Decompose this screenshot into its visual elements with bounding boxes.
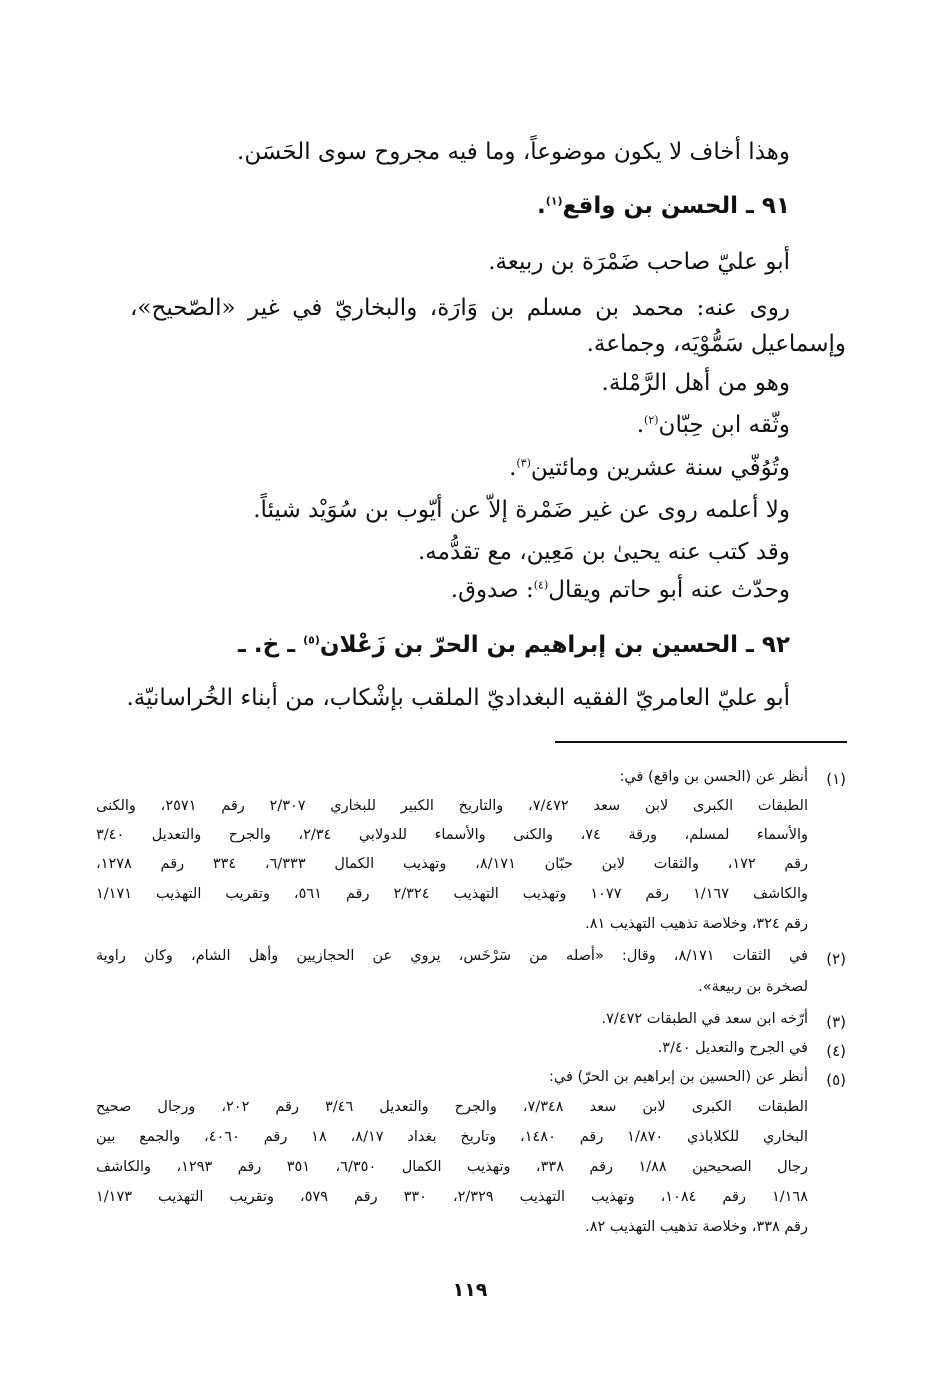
- footnote-2-line-1: في الثقات ٨/١٧١، وقال: «أصله من سَرْخَس، يروي عن الحجازيين وأهل الشام، وكان راوية: [96, 948, 808, 964]
- entry-91-line-9-end: : صدوق.: [450, 577, 534, 603]
- footnote-4-line-1: في الجرح والتعديل ٣/٤٠.: [657, 1040, 808, 1056]
- entry-91-heading-end: .: [537, 193, 546, 219]
- footnote-2-line-2: لصخرة بن ربيعة».: [698, 979, 808, 995]
- footnote-5-line-2: الطبقات الكبرى لابن سعد ٧/٣٤٨، والجرح والتعديل ٣/٤٦ رقم ٢٠٢، ورجال صحيح: [96, 1099, 808, 1115]
- entry-92-line-1: أبو عليّ العامريّ الفقيه البغداديّ الملقب بإشْكاب، من أبناء الخُراسانيّة.: [126, 685, 790, 711]
- footnote-ref-1[interactable]: (١): [545, 194, 563, 208]
- entry-91-heading: [537, 191, 790, 221]
- footnote-ref-4[interactable]: (٤): [533, 578, 549, 592]
- entry-91-heading-text: ٩١ ـ الحسن بن واقع: [562, 193, 790, 219]
- entry-91-line-4: وهو من أهل الرَّمْلة.: [601, 370, 790, 396]
- footnote-4-number: (٤): [826, 1042, 846, 1060]
- footnote-ref-2[interactable]: (٢): [644, 413, 659, 427]
- footnote-3-number: (٣): [826, 1013, 846, 1031]
- footnote-5-line-5: ١/١٦٨ رقم ١٠٨٤، وتهذيب التهذيب ٢/٣٢٩، ٣٣٠ رقم ٥٧٩، وتقريب التهذيب ١/١٧٣: [96, 1189, 808, 1205]
- footnote-1-line-5: والكاشف ١/١٦٧ رقم ١٠٧٧ وتهذيب التهذيب ٢/٣٢٤ رقم ٥٦١، وتقريب التهذيب ١/١٧١: [96, 886, 808, 902]
- footnote-5-line-1: أنظر عن (الحسين بن إبراهيم بن الحرّ) في:: [548, 1069, 808, 1085]
- entry-92-heading-suffix: ـ خ. ـ: [238, 632, 304, 658]
- entry-91-line-5: [637, 410, 790, 440]
- footnote-ref-5[interactable]: (٥): [303, 633, 320, 647]
- intro-line: وهذا أخاف لا يكون موضوعاً، وما فيه مجروح سوى الحَسَن.: [237, 139, 790, 165]
- footnote-1-line-2: الطبقات الكبرى لابن سعد ٧/٤٧٢، والتاريخ الكبير للبخاري ٢/٣٠٧ رقم ٢٥٧١، والكنى: [96, 798, 809, 814]
- footnote-5-line-4: رجال الصحيحين ١/٨٨ رقم ٣٣٨، وتهذيب الكمال ٦/٣٥٠، ٣٥١ رقم ١٢٩٣، والكاشف: [96, 1159, 808, 1175]
- footnote-separator: [555, 741, 847, 743]
- entry-91-line-1: أبو عليّ صاحب ضَمْرَة بن ربيعة.: [488, 249, 790, 275]
- entry-91-line-6-end: .: [509, 455, 517, 481]
- entry-91-line-7: ولا أعلمه روى عن غير ضَمْرة إلاّ عن أيّوب بن سُوَيْد شيئاً.: [253, 497, 790, 523]
- entry-92-heading: [238, 630, 790, 660]
- entry-91-line-9: [451, 575, 790, 605]
- entry-92-heading-text: ٩٢ ـ الحسين بن إبراهيم بن الحرّ بن زَعْلان: [319, 632, 790, 658]
- footnote-ref-3[interactable]: (٣): [516, 456, 531, 470]
- footnote-1-line-1: أنظر عن (الحسن بن واقع) في:: [619, 769, 808, 785]
- entry-91-line-6-text: وتُوُفّي سنة عشرين ومائتين: [530, 455, 790, 481]
- entry-91-line-9-text: وحدّث عنه أبو حاتم ويقال: [548, 577, 790, 603]
- entry-91-line-5-text: وثّقه ابن حِبّان: [658, 412, 790, 438]
- footnote-2-number: (٢): [826, 950, 846, 968]
- footnote-5-line-6: رقم ٣٣٨، وخلاصة تذهيب التهذيب ٨٢.: [585, 1219, 808, 1235]
- footnote-5-line-3: البخاري للكلاباذي ١/٨٧٠ رقم ١٤٨٠، وتاريخ بغداد ٨/١٧، ١٨ رقم ٤٠٦٠، والجمع بين: [96, 1129, 808, 1145]
- footnote-1-line-6: رقم ٣٢٤، وخلاصة تذهيب التهذيب ٨١.: [585, 916, 808, 932]
- footnote-1-line-3: والأسماء لمسلم، ورقة ٧٤، والكنى والأسماء للدولابي ٢/٣٤، والجرح والتعديل ٣/٤٠: [96, 827, 808, 843]
- entry-91-line-3: وإسماعيل سَمُّوْيَه، وجماعة.: [586, 331, 846, 357]
- entry-91-line-6: [509, 453, 790, 483]
- footnote-1-line-4: رقم ١٧٢، والثقات لابن حبّان ٨/١٧١، وتهذيب الكمال ٦/٣٣٣، ٣٣٤ رقم ١٢٧٨،: [96, 856, 809, 872]
- footnote-1-number: (١): [826, 770, 846, 788]
- entry-91-line-5-end: .: [636, 412, 645, 438]
- footnote-3-line-1: أرّخه ابن سعد في الطبقات ٧/٤٧٢.: [601, 1011, 808, 1027]
- entry-91-line-8: وقد كتب عنه يحيىٰ بن مَعِين، مع تقدُّمه.: [417, 539, 790, 565]
- entry-91-line-2: روى عنه: محمد بن مسلم بن وَارَة، والبخاريّ في غير «الصّحيح»،: [130, 295, 790, 321]
- footnote-5-number: (٥): [826, 1071, 846, 1089]
- page-number: ١١٩: [452, 1279, 488, 1301]
